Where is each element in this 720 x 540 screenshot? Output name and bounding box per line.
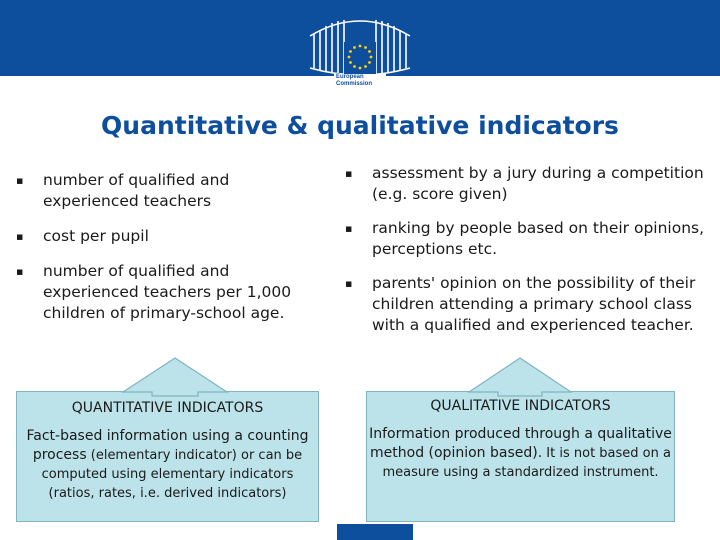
qualitative-heading: QUALITATIVE INDICATORS [430,398,611,414]
qualitative-definition-box [366,391,675,522]
list-item: ▪ ranking by people based on their opinions, perceptions etc. [345,219,705,258]
list-item: ▪ number of qualified and experienced teachers [16,171,230,210]
bullet-icon: ▪ [345,277,353,290]
logo-line-2: Commission [336,81,373,87]
qualitative-description: Information produced through a qualitative method (opinion based). It is not based on a measure using a standardized instrument. [369,426,672,480]
quantitative-definition-box [16,391,319,522]
list-item: ▪ cost per pupil [16,227,149,245]
list-item: ▪ parents' opinion on the possibility of their children attending a primary school class with a qualified and experienced teacher. [345,274,696,334]
bullet-icon: ▪ [16,265,24,278]
bullet-icon: ▪ [345,167,353,180]
quantitative-examples-list [16,170,298,338]
bullet-icon: ▪ [16,230,24,243]
list-item: ▪ number of qualified and experienced teachers per 1,000 children of primary-school age. [16,262,292,322]
up-arrow-icon [120,356,230,396]
bullet-icon: ▪ [16,174,24,187]
list-item: ▪ assessment by a jury during a competition (e.g. score given) [345,164,704,203]
logo-wordmark [336,74,372,88]
quantitative-heading: QUANTITATIVE INDICATORS [71,400,264,416]
qualitative-examples-list [345,163,715,349]
page-title: Quantitative & qualitative indicators [101,111,619,140]
bullet-icon: ▪ [345,222,353,235]
logo-line-1: European [336,74,364,80]
up-arrow-icon [466,356,574,396]
footer-bar [337,524,413,540]
quantitative-description: Fact-based information using a counting process (elementary indicator) or can be computed using elementary indicators (ratios, rates, i.e. derived indicators) [26,428,309,501]
